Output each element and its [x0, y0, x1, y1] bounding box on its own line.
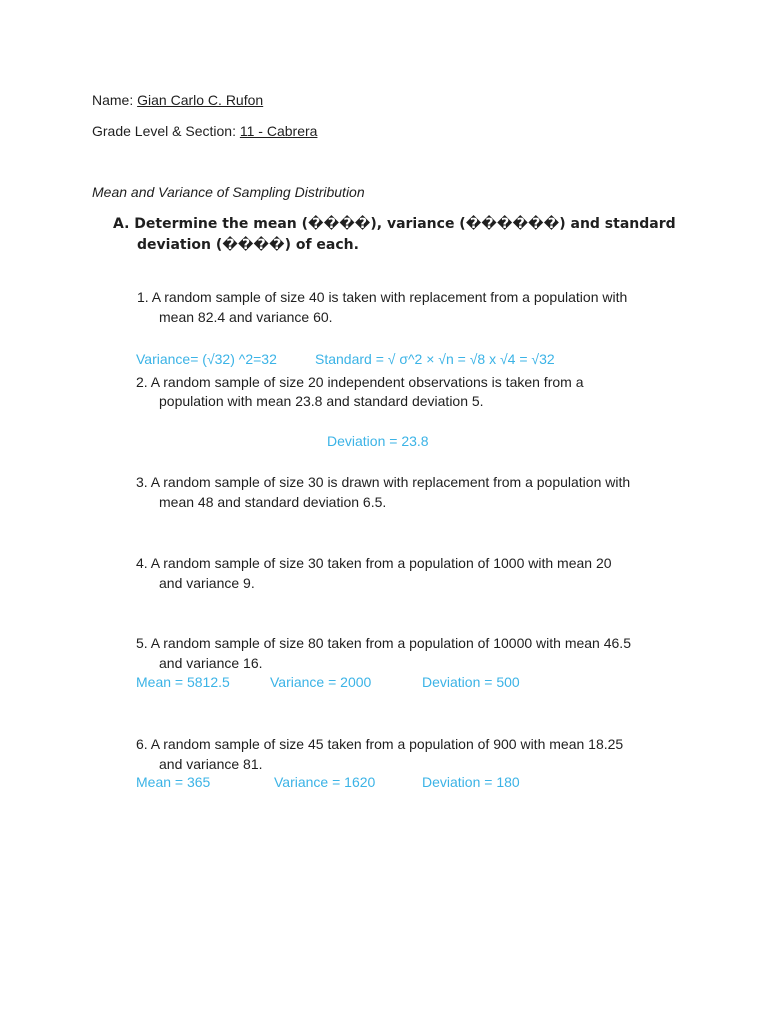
- question-1-line1: 1. A random sample of size 40 is taken with replacement from a population with: [137, 289, 628, 305]
- document-title: Mean and Variance of Sampling Distribution: [92, 184, 365, 200]
- answer-2-deviation: Deviation = 23.8: [327, 433, 429, 449]
- question-6-line2: and variance 81.: [159, 756, 263, 772]
- question-5-line1: 5. A random sample of size 80 taken from a population of 10000 with mean 46.5: [136, 635, 631, 651]
- answer-1-variance: Variance= (√32) ^2=32: [136, 351, 277, 367]
- question-4-line2: and variance 9.: [159, 575, 255, 591]
- answer-6-mean: Mean = 365: [136, 774, 211, 790]
- question-3-line2: mean 48 and standard deviation 6.5.: [159, 494, 387, 510]
- answer-5-deviation: Deviation = 500: [422, 674, 520, 690]
- answer-6-variance: Variance = 1620: [274, 774, 376, 790]
- name-line: [92, 92, 263, 108]
- name-label: Name:: [92, 92, 138, 108]
- question-4-line1: 4. A random sample of size 30 taken from a population of 1000 with mean 20: [136, 555, 612, 571]
- answer-5-mean: Mean = 5812.5: [136, 674, 230, 690]
- grade-label: Grade Level & Section:: [92, 123, 240, 139]
- answer-6-deviation: Deviation = 180: [422, 774, 520, 790]
- question-1-line2: mean 82.4 and variance 60.: [159, 309, 333, 325]
- answer-1-standard: Standard = √ σ^2 × √n = √8 x √4 = √32: [315, 351, 555, 367]
- grade-line: [92, 123, 317, 139]
- name-value: Gian Carlo C. Rufon: [137, 92, 264, 108]
- question-2-line2: population with mean 23.8 and standard deviation 5.: [159, 393, 484, 409]
- section-a-heading-line1: A. Determine the mean (����), variance (������) and standard: [113, 216, 676, 232]
- question-6-line1: 6. A random sample of size 45 taken from a population of 900 with mean 18.25: [136, 736, 624, 752]
- grade-value: 11 - Cabrera: [239, 123, 318, 139]
- question-5-line2: and variance 16.: [159, 655, 263, 671]
- section-a-heading-line2: deviation (����) of each.: [137, 237, 359, 253]
- question-3-line1: 3. A random sample of size 30 is drawn with replacement from a population with: [136, 474, 631, 490]
- answer-5-variance: Variance = 2000: [270, 674, 372, 690]
- question-2-line1: 2. A random sample of size 20 independent observations is taken from a: [136, 374, 584, 390]
